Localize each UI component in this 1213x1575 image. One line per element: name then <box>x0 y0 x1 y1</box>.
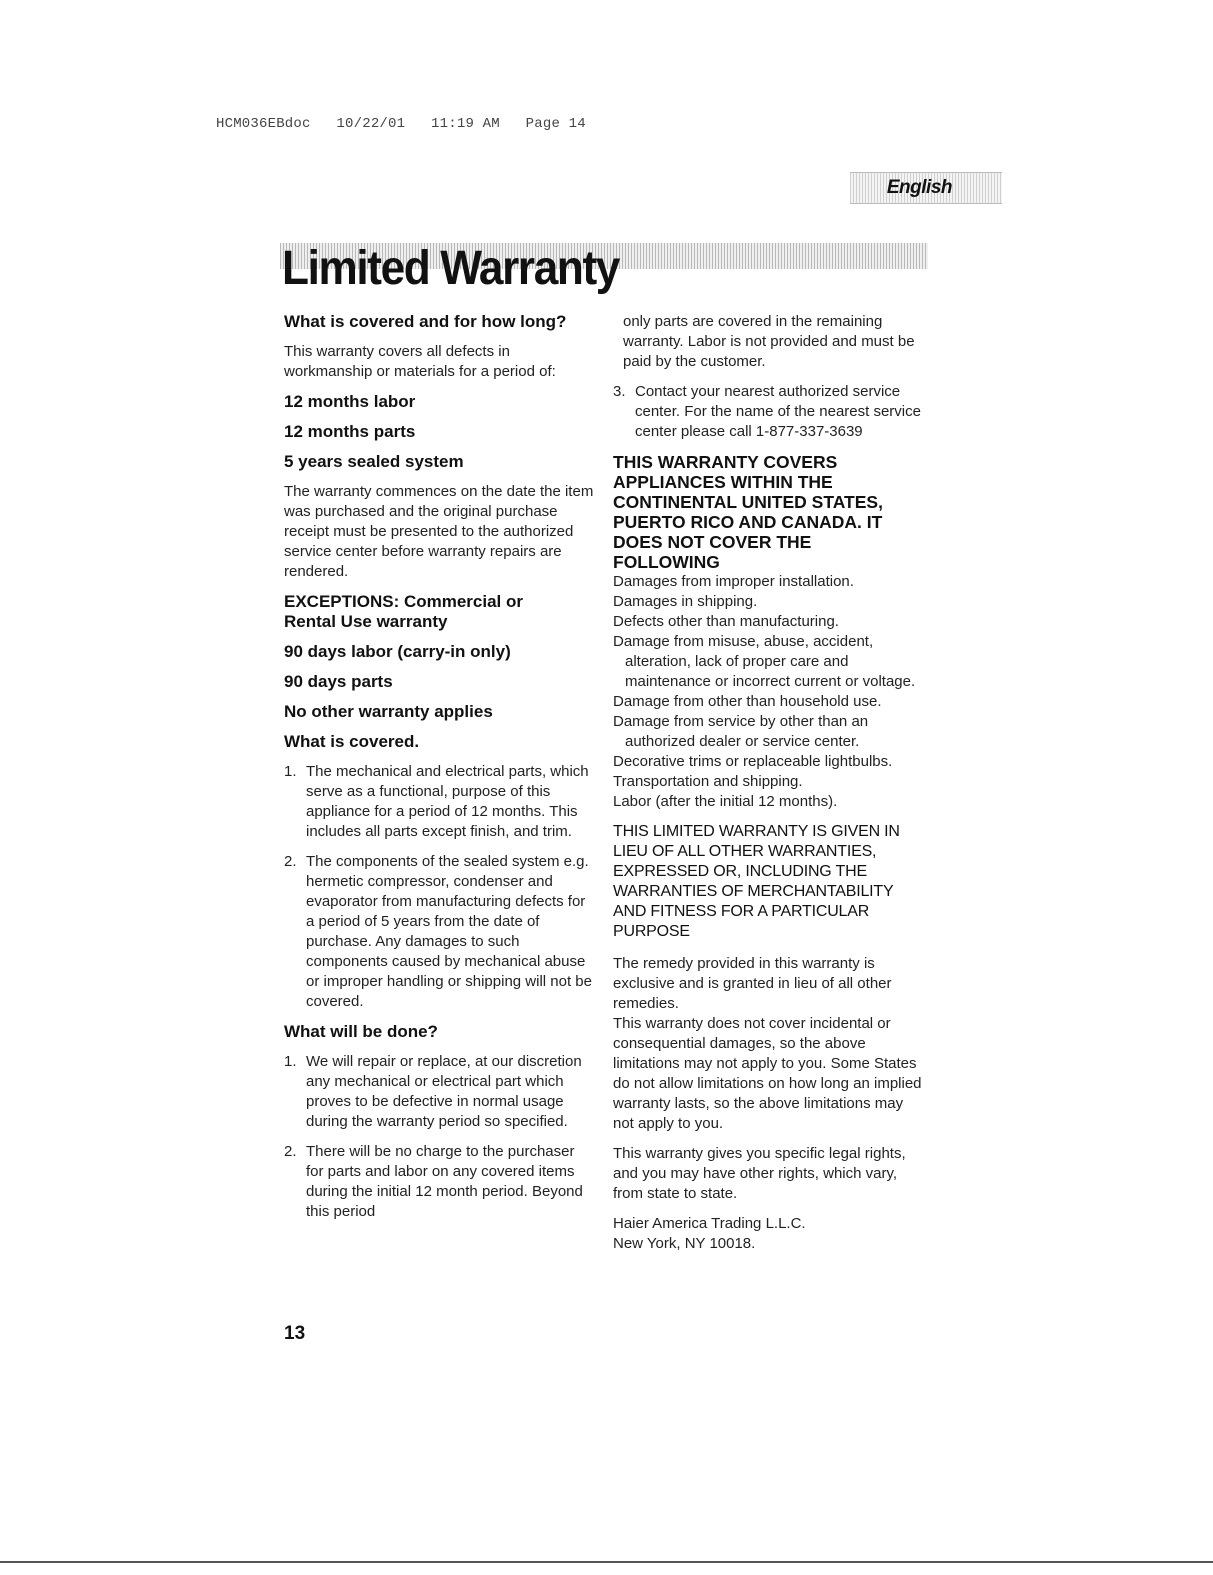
list-item: Labor (after the initial 12 months). <box>613 793 838 810</box>
list-item: 3. Contact your nearest authorized service center. For the name of the nearest service center please call 1-877-337-3639 <box>613 383 921 440</box>
list-item: Decorative trims or replaceable lightbulbs. <box>613 753 893 770</box>
paragraph-commences: The warranty commences on the date the item was purchased and the original purchase receipt must be presented to the authorized service center before warranty repairs are rendered. <box>284 483 594 580</box>
company-name: Haier America Trading L.L.C. <box>613 1215 806 1232</box>
exception-none: No other warranty applies <box>284 702 493 721</box>
term-parts: 12 months parts <box>284 422 416 441</box>
exception-labor: 90 days labor (carry-in only) <box>284 642 511 661</box>
list-item: 1. The mechanical and electrical parts, which serve as a functional, purpose of this appliance for a period of 12 months. This includes all parts except finish, and trim. <box>284 763 589 840</box>
language-tab <box>850 172 1002 204</box>
heading-exceptions: EXCEPTIONS: Commercial or Rental Use warranty <box>284 592 524 631</box>
disclaimer-caps: THIS LIMITED WARRANTY IS GIVEN IN LIEU OF ALL OTHER WARRANTIES, EXPRESSED OR, INCLUDING THE WARRANTIES OF MERCHANTABILITY AND FITNESS FOR A PARTICULAR PURPOSE <box>613 823 900 940</box>
language-label: English <box>886 177 952 198</box>
paragraph-incidental: This warranty does not cover incidental or consequential damages, so the above limitations may not apply to you. Some States do not allow limitations on how long an implied warranty lasts, so the above limitations may not apply to you. <box>613 1015 922 1132</box>
term-labor: 12 months labor <box>284 392 416 411</box>
list-item: Damage from other than household use. <box>613 693 882 710</box>
list-item: Damages in shipping. <box>613 593 758 610</box>
page-title: Limited Warranty <box>282 242 619 295</box>
list-item: 2. The components of the sealed system e.g. hermetic compressor, condenser and evaporator from manufacturing defects for a period of 5 years from the date of purchase. Any damages to such components caused by mechanical abuse or improper handling or shipping will not be covered. <box>284 853 592 1010</box>
paragraph-rights: This warranty gives you specific legal rights, and you may have other rights, which vary, from state to state. <box>613 1145 906 1202</box>
heading-covered: What is covered. <box>284 732 420 751</box>
heading-done: What will be done? <box>284 1022 438 1041</box>
bottom-rule <box>0 1561 1213 1563</box>
left-column <box>284 312 594 1222</box>
page-number: 13 <box>284 1323 306 1344</box>
exception-parts: 90 days parts <box>284 672 393 691</box>
list-item: Defects other than manufacturing. <box>613 613 839 630</box>
term-sealed: 5 years sealed system <box>284 452 464 471</box>
done-list <box>284 1052 594 1222</box>
contact-list <box>613 382 925 442</box>
list-item: Damages from improper installation. <box>613 573 854 590</box>
exclusions-list <box>613 572 925 812</box>
right-column <box>613 312 925 1254</box>
list-item: 2. There will be no charge to the purchaser for parts and labor on any covered items during the initial 12 month period. Beyond this period <box>284 1143 583 1220</box>
continued-text: only parts are covered in the remaining warranty. Labor is not provided and must be paid by the customer. <box>623 313 915 370</box>
heading-coverage-area: THIS WARRANTY COVERS APPLIANCES WITHIN THE CONTINENTAL UNITED STATES, PUERTO RICO AND CANADA. IT DOES NOT COVER THE FOLLOWING <box>613 452 883 572</box>
list-item: Damage from misuse, abuse, accident, alteration, lack of proper care and maintenance or incorrect current or voltage. <box>613 633 916 690</box>
paragraph-remedy: The remedy provided in this warranty is exclusive and is granted in lieu of all other remedies. <box>613 955 892 1012</box>
company-address: New York, NY 10018. <box>613 1235 756 1252</box>
list-item: Damage from service by other than an authorized dealer or service center. <box>613 713 869 750</box>
paragraph-covers: This warranty covers all defects in workmanship or materials for a period of: <box>284 343 556 380</box>
list-item: 1. We will repair or replace, at our discretion any mechanical or electrical part which proves to be defective in normal usage during the warranty period so specified. <box>284 1053 582 1130</box>
list-item: Transportation and shipping. <box>613 773 803 790</box>
covered-list <box>284 762 594 1012</box>
print-slug: HCM036EBdoc 10/22/01 11:19 AM Page 14 <box>216 116 586 132</box>
heading-covered-long: What is covered and for how long? <box>284 312 567 331</box>
